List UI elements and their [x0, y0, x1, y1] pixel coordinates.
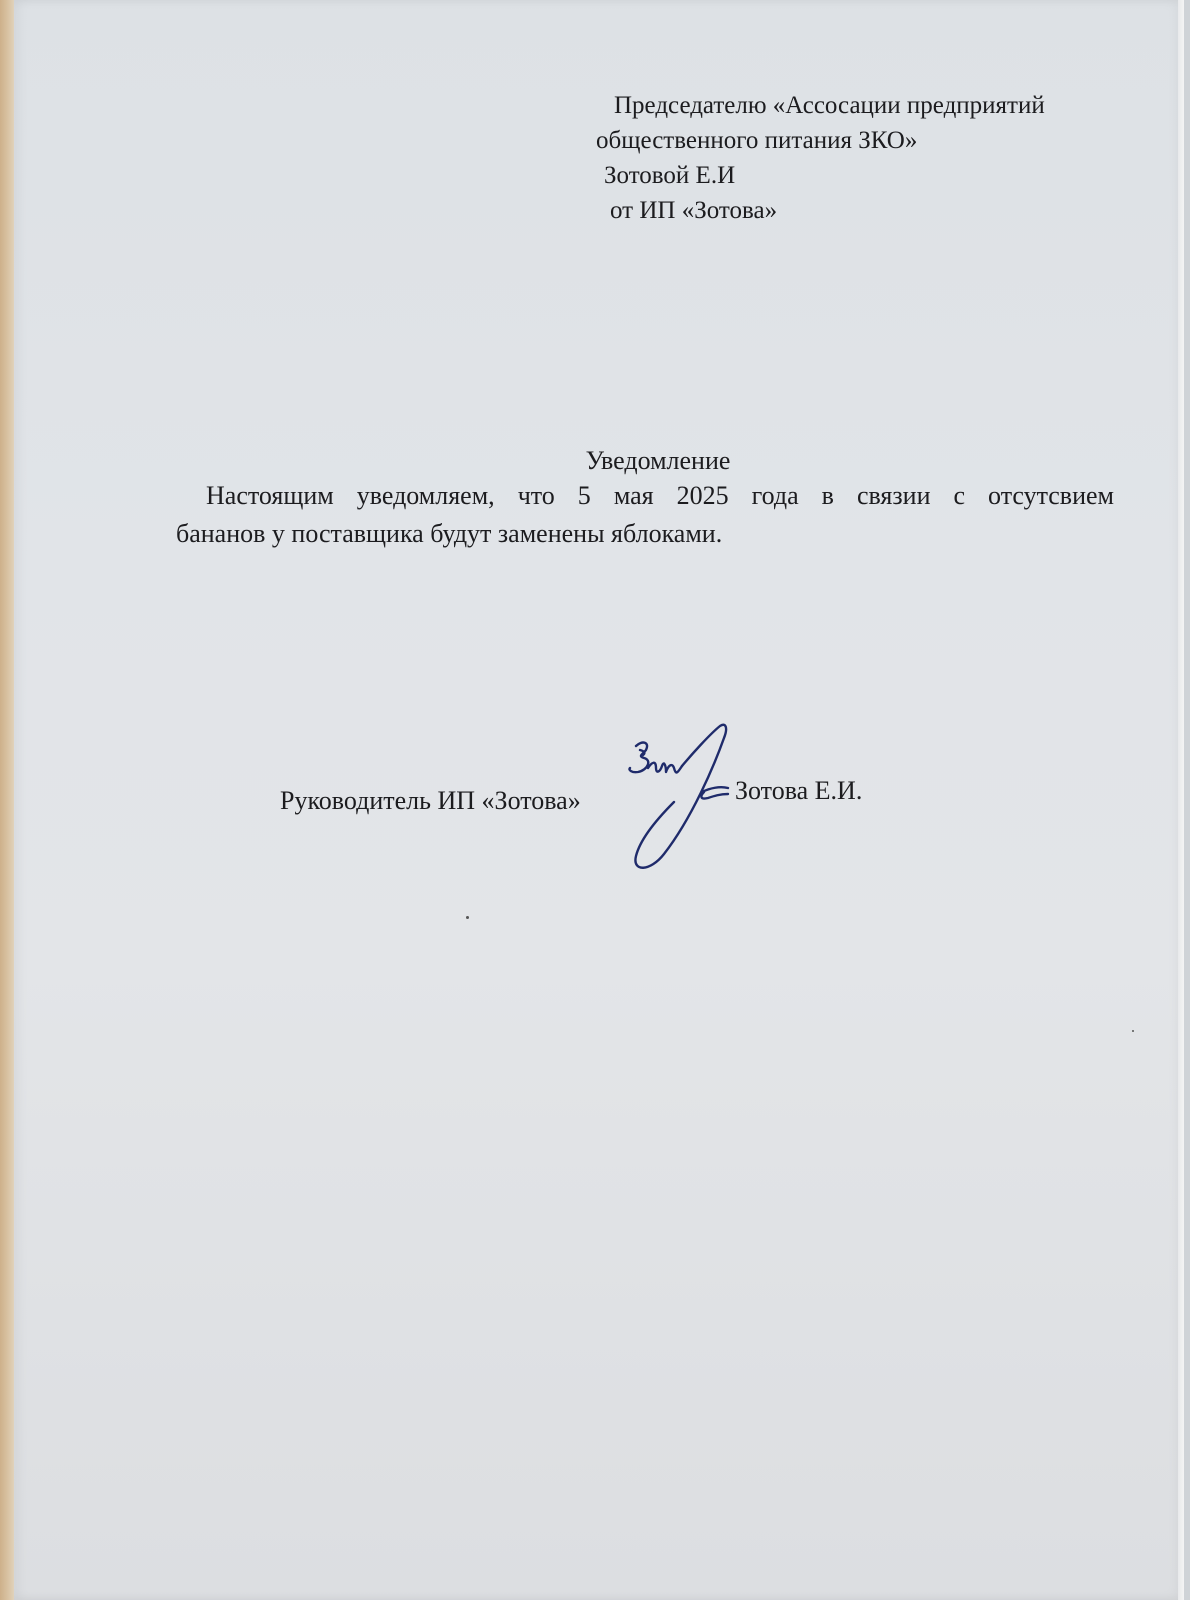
addressee-block — [596, 88, 1116, 228]
document-title: Уведомление — [585, 446, 731, 475]
document-page — [14, 0, 1184, 1600]
addressee-line-1: Председателю «Ассосации предприятий — [614, 92, 1045, 119]
signer-name: Зотова Е.И. — [735, 776, 863, 805]
handwritten-signature — [620, 722, 750, 882]
body-line-2: бананов у поставщика будут заменены яблоками. — [176, 519, 723, 548]
body-paragraph — [176, 477, 1114, 553]
page-edge — [1178, 0, 1184, 1600]
addressee-line-4: от ИП «Зотова» — [610, 197, 778, 224]
paper-speck — [466, 916, 469, 919]
addressee-line-2: общественного питания ЗКО» — [596, 127, 918, 154]
body-line-1: Настоящим уведомляем, что 5 мая 2025 года в связии с отсутсвием — [206, 481, 1114, 510]
addressee-line-3: Зотовой Е.И — [604, 162, 736, 189]
signer-position: Руководитель ИП «Зотова» — [280, 786, 581, 815]
paper-speck — [1132, 1030, 1134, 1032]
